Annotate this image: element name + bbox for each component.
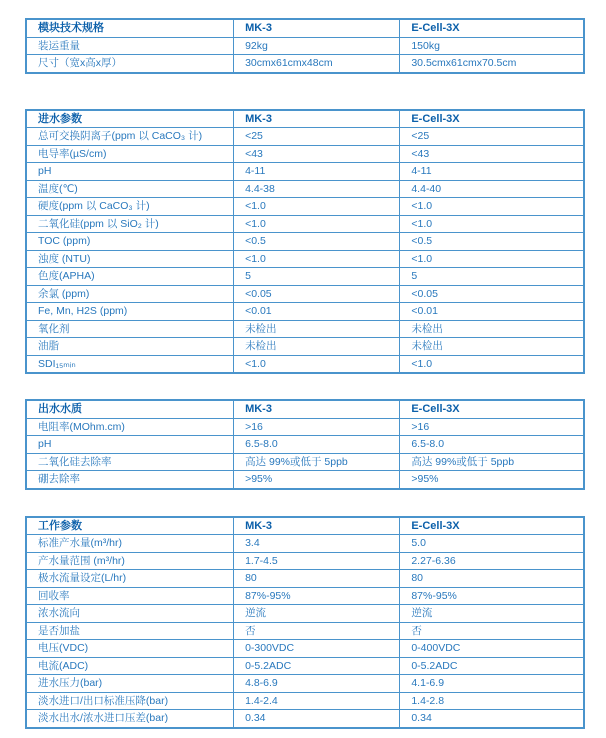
value-cell: 0-5.2ADC	[234, 657, 400, 675]
table-row	[26, 657, 584, 675]
value-cell: 1.4-2.4	[234, 692, 400, 710]
value-cell: 1.7-4.5	[234, 552, 400, 570]
table-row	[26, 355, 584, 373]
table-row	[26, 587, 584, 605]
table-row	[26, 338, 584, 356]
column-header-mk3: MK-3	[234, 517, 400, 535]
value-cell: <0.01	[234, 303, 400, 321]
value-cell: >95%	[400, 471, 584, 489]
value-cell: <1.0	[400, 215, 584, 233]
table-row	[26, 145, 584, 163]
value-cell: 5	[234, 268, 400, 286]
param-label-cell: 二氧化硅(ppm 以 SiO₂ 计)	[26, 215, 234, 233]
param-label-cell: 氧化剂	[26, 320, 234, 338]
param-label-cell: 电阻率(MOhm.cm)	[26, 418, 234, 436]
param-label-cell: 硼去除率	[26, 471, 234, 489]
table-header-row	[26, 400, 584, 418]
value-cell: <0.5	[400, 233, 584, 251]
product-water-quality-table	[25, 399, 585, 490]
table-body	[26, 37, 584, 73]
value-cell: <1.0	[234, 250, 400, 268]
value-cell: 4.8-6.9	[234, 675, 400, 693]
value-cell: 4.4-38	[234, 180, 400, 198]
param-label-cell: 硬度(ppm 以 CaCO₃ 计)	[26, 198, 234, 216]
column-header-ecell3x: E-Cell-3X	[400, 110, 584, 128]
value-cell: >95%	[234, 471, 400, 489]
param-label-cell: 电压(VDC)	[26, 640, 234, 658]
value-cell: 92kg	[234, 37, 400, 55]
table-row	[26, 675, 584, 693]
param-label-cell: 温度(℃)	[26, 180, 234, 198]
value-cell: 5.0	[400, 535, 584, 553]
table-row	[26, 453, 584, 471]
column-header-mk3: MK-3	[234, 400, 400, 418]
column-header-ecell3x: E-Cell-3X	[400, 517, 584, 535]
column-header-ecell3x: E-Cell-3X	[400, 19, 584, 37]
value-cell: 30cmx61cmx48cm	[234, 55, 400, 73]
value-cell: 6.5-8.0	[400, 436, 584, 454]
table-row	[26, 55, 584, 73]
param-label-cell: 是否加盐	[26, 622, 234, 640]
value-cell: <1.0	[400, 250, 584, 268]
table-row	[26, 710, 584, 728]
param-label-cell: pH	[26, 163, 234, 181]
table-header-row	[26, 19, 584, 37]
value-cell: 87%-95%	[400, 587, 584, 605]
table-header-row	[26, 110, 584, 128]
value-cell: 1.4-2.8	[400, 692, 584, 710]
table-title-cell: 模块技术规格	[26, 19, 234, 37]
param-label-cell: pH	[26, 436, 234, 454]
value-cell: 2.27-6.36	[400, 552, 584, 570]
table-row	[26, 285, 584, 303]
value-cell: 150kg	[400, 37, 584, 55]
table-title-cell: 工作参数	[26, 517, 234, 535]
value-cell: <1.0	[400, 198, 584, 216]
value-cell: 逆流	[234, 605, 400, 623]
table-row	[26, 535, 584, 553]
value-cell: 未检出	[400, 338, 584, 356]
table-row	[26, 436, 584, 454]
value-cell: 4-11	[234, 163, 400, 181]
table-row	[26, 640, 584, 658]
param-label-cell: 总可交换阴离子(ppm 以 CaCO₃ 计)	[26, 128, 234, 146]
value-cell: 4.4-40	[400, 180, 584, 198]
table-row	[26, 320, 584, 338]
value-cell: 0-5.2ADC	[400, 657, 584, 675]
param-label-cell: 进水压力(bar)	[26, 675, 234, 693]
value-cell: 未检出	[234, 320, 400, 338]
column-header-ecell3x: E-Cell-3X	[400, 400, 584, 418]
table-row	[26, 418, 584, 436]
param-label-cell: 电流(ADC)	[26, 657, 234, 675]
value-cell: 0-300VDC	[234, 640, 400, 658]
table-title-cell: 进水参数	[26, 110, 234, 128]
param-label-cell: 二氧化硅去除率	[26, 453, 234, 471]
value-cell: <1.0	[234, 355, 400, 373]
value-cell: 4-11	[400, 163, 584, 181]
param-label-cell: 电导率(µS/cm)	[26, 145, 234, 163]
value-cell: 0.34	[234, 710, 400, 728]
value-cell: >16	[234, 418, 400, 436]
table-title-cell: 出水水质	[26, 400, 234, 418]
value-cell: 30.5cmx61cmx70.5cm	[400, 55, 584, 73]
table-body	[26, 535, 584, 728]
table-row	[26, 268, 584, 286]
value-cell: 否	[400, 622, 584, 640]
value-cell: >16	[400, 418, 584, 436]
param-label-cell: 极水流量设定(L/hr)	[26, 570, 234, 588]
value-cell: <0.05	[234, 285, 400, 303]
value-cell: <25	[400, 128, 584, 146]
table-row	[26, 233, 584, 251]
value-cell: <0.05	[400, 285, 584, 303]
table-row	[26, 622, 584, 640]
value-cell: 逆流	[400, 605, 584, 623]
column-header-mk3: MK-3	[234, 19, 400, 37]
value-cell: <1.0	[234, 215, 400, 233]
table-row	[26, 692, 584, 710]
value-cell: 0.34	[400, 710, 584, 728]
value-cell: <43	[400, 145, 584, 163]
table-row	[26, 180, 584, 198]
value-cell: 3.4	[234, 535, 400, 553]
value-cell: 高达 99%或低于 5ppb	[400, 453, 584, 471]
value-cell: 5	[400, 268, 584, 286]
value-cell: <0.01	[400, 303, 584, 321]
value-cell: 87%-95%	[234, 587, 400, 605]
value-cell: 高达 99%或低于 5ppb	[234, 453, 400, 471]
value-cell: 未检出	[400, 320, 584, 338]
table-row	[26, 471, 584, 489]
table-row	[26, 128, 584, 146]
table-row	[26, 605, 584, 623]
param-label-cell: TOC (ppm)	[26, 233, 234, 251]
param-label-cell: 浓水流向	[26, 605, 234, 623]
feed-water-params-table	[25, 109, 585, 375]
value-cell: 否	[234, 622, 400, 640]
value-cell: <1.0	[234, 198, 400, 216]
param-label-cell: 装运重量	[26, 37, 234, 55]
value-cell: 80	[234, 570, 400, 588]
value-cell: 0-400VDC	[400, 640, 584, 658]
table-row	[26, 163, 584, 181]
table-body	[26, 418, 584, 489]
value-cell: 6.5-8.0	[234, 436, 400, 454]
table-row	[26, 37, 584, 55]
param-label-cell: Fe, Mn, H2S (ppm)	[26, 303, 234, 321]
param-label-cell: 淡水出水/浓水进口压差(bar)	[26, 710, 234, 728]
table-row	[26, 250, 584, 268]
table-header-row	[26, 517, 584, 535]
param-label-cell: 余氯 (ppm)	[26, 285, 234, 303]
operating-params-table	[25, 516, 585, 729]
param-label-cell: 尺寸（宽x高x厚）	[26, 55, 234, 73]
value-cell: 未检出	[234, 338, 400, 356]
value-cell: 4.1-6.9	[400, 675, 584, 693]
param-label-cell: 浊度 (NTU)	[26, 250, 234, 268]
column-header-mk3: MK-3	[234, 110, 400, 128]
value-cell: <25	[234, 128, 400, 146]
param-label-cell: 淡水进口/出口标准压降(bar)	[26, 692, 234, 710]
param-label-cell: SDI₁₅ₘᵢₙ	[26, 355, 234, 373]
value-cell: <1.0	[400, 355, 584, 373]
value-cell: <43	[234, 145, 400, 163]
table-row	[26, 552, 584, 570]
param-label-cell: 回收率	[26, 587, 234, 605]
value-cell: <0.5	[234, 233, 400, 251]
table-row	[26, 303, 584, 321]
param-label-cell: 产水量范围 (m³/hr)	[26, 552, 234, 570]
table-body	[26, 128, 584, 374]
param-label-cell: 标准产水量(m³/hr)	[26, 535, 234, 553]
param-label-cell: 油脂	[26, 338, 234, 356]
param-label-cell: 色度(APHA)	[26, 268, 234, 286]
table-row	[26, 215, 584, 233]
value-cell: 80	[400, 570, 584, 588]
module-specs-table	[25, 18, 585, 74]
table-row	[26, 570, 584, 588]
table-row	[26, 198, 584, 216]
